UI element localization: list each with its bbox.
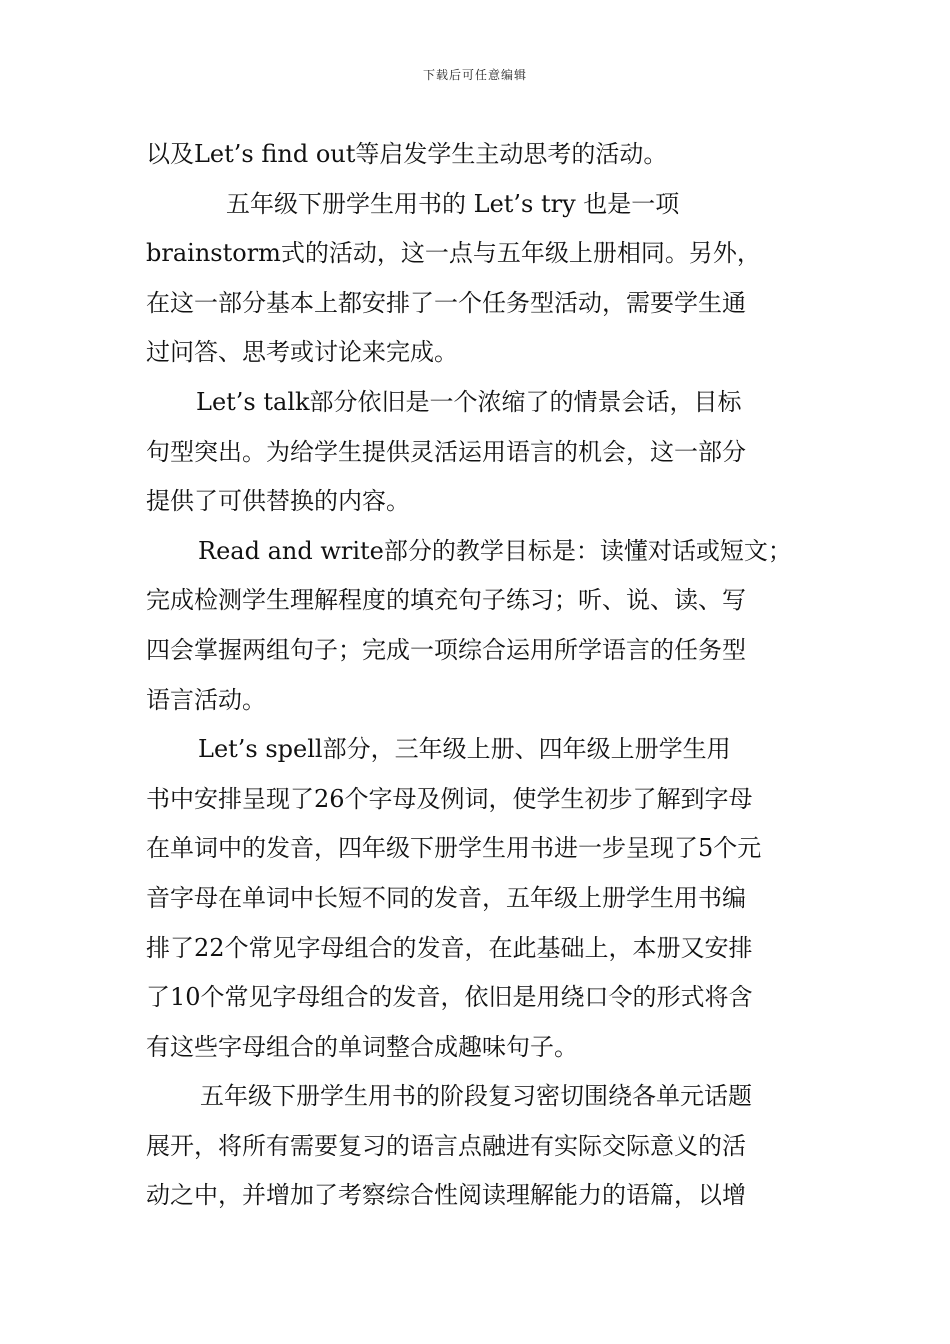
text-line: Let’s talk部分依旧是一个浓缩了的情景会话，目标: [196, 387, 742, 416]
text-line: brainstorm式的活动，这一点与五年级上册相同。另外，: [146, 239, 761, 268]
text-line: 句型突出。为给学生提供灵活运用语言的机会，这一部分: [146, 437, 746, 466]
text-line: 完成检测学生理解程度的填充句子练习；听、说、读、写: [146, 586, 746, 615]
text-line: 有这些字母组合的单词整合成趣味句子。: [146, 1032, 578, 1061]
text-line: 在这一部分基本上都安排了一个任务型活动，需要学生通: [146, 288, 746, 317]
text-line: 五年级下册学生用书的 Let’s try 也是一项: [226, 189, 680, 218]
text-line: 音字母在单词中长短不同的发音，五年级上册学生用书编: [146, 883, 746, 912]
text-line: 提供了可供替换的内容。: [146, 487, 410, 516]
body-text: [146, 130, 810, 1221]
text-line: 在单词中的发音，四年级下册学生用书进一步呈现了5个元: [146, 834, 762, 863]
text-line: 五年级下册学生用书的阶段复习密切围绕各单元话题: [200, 1082, 752, 1111]
text-line: 语言活动。: [146, 685, 266, 714]
text-line: 以及Let’s find out等启发学生主动思考的活动。: [146, 140, 668, 168]
text-line: 排了22个常见字母组合的发音，在此基础上，本册又安排: [146, 933, 753, 962]
text-line: 四会掌握两组句子；完成一项综合运用所学语言的任务型: [146, 635, 746, 664]
text-line: 动之中，并增加了考察综合性阅读理解能力的语篇，以增: [146, 1181, 746, 1210]
text-line: 展开，将所有需要复习的语言点融进有实际交际意义的活: [146, 1131, 746, 1160]
text-line: 书中安排呈现了26个字母及例词，使学生初步了解到字母: [146, 784, 753, 813]
text-line: 过问答、思考或讨论来完成。: [146, 338, 458, 367]
page-header: 下载后可任意编辑: [422, 68, 527, 82]
text-line: 了10个常见字母组合的发音，依旧是用绕口令的形式将含: [146, 983, 753, 1012]
text-line: Let’s spell部分，三年级上册、四年级上册学生用: [198, 735, 731, 764]
text-line: Read and write部分的教学目标是：读懂对话或短文；: [198, 536, 792, 565]
